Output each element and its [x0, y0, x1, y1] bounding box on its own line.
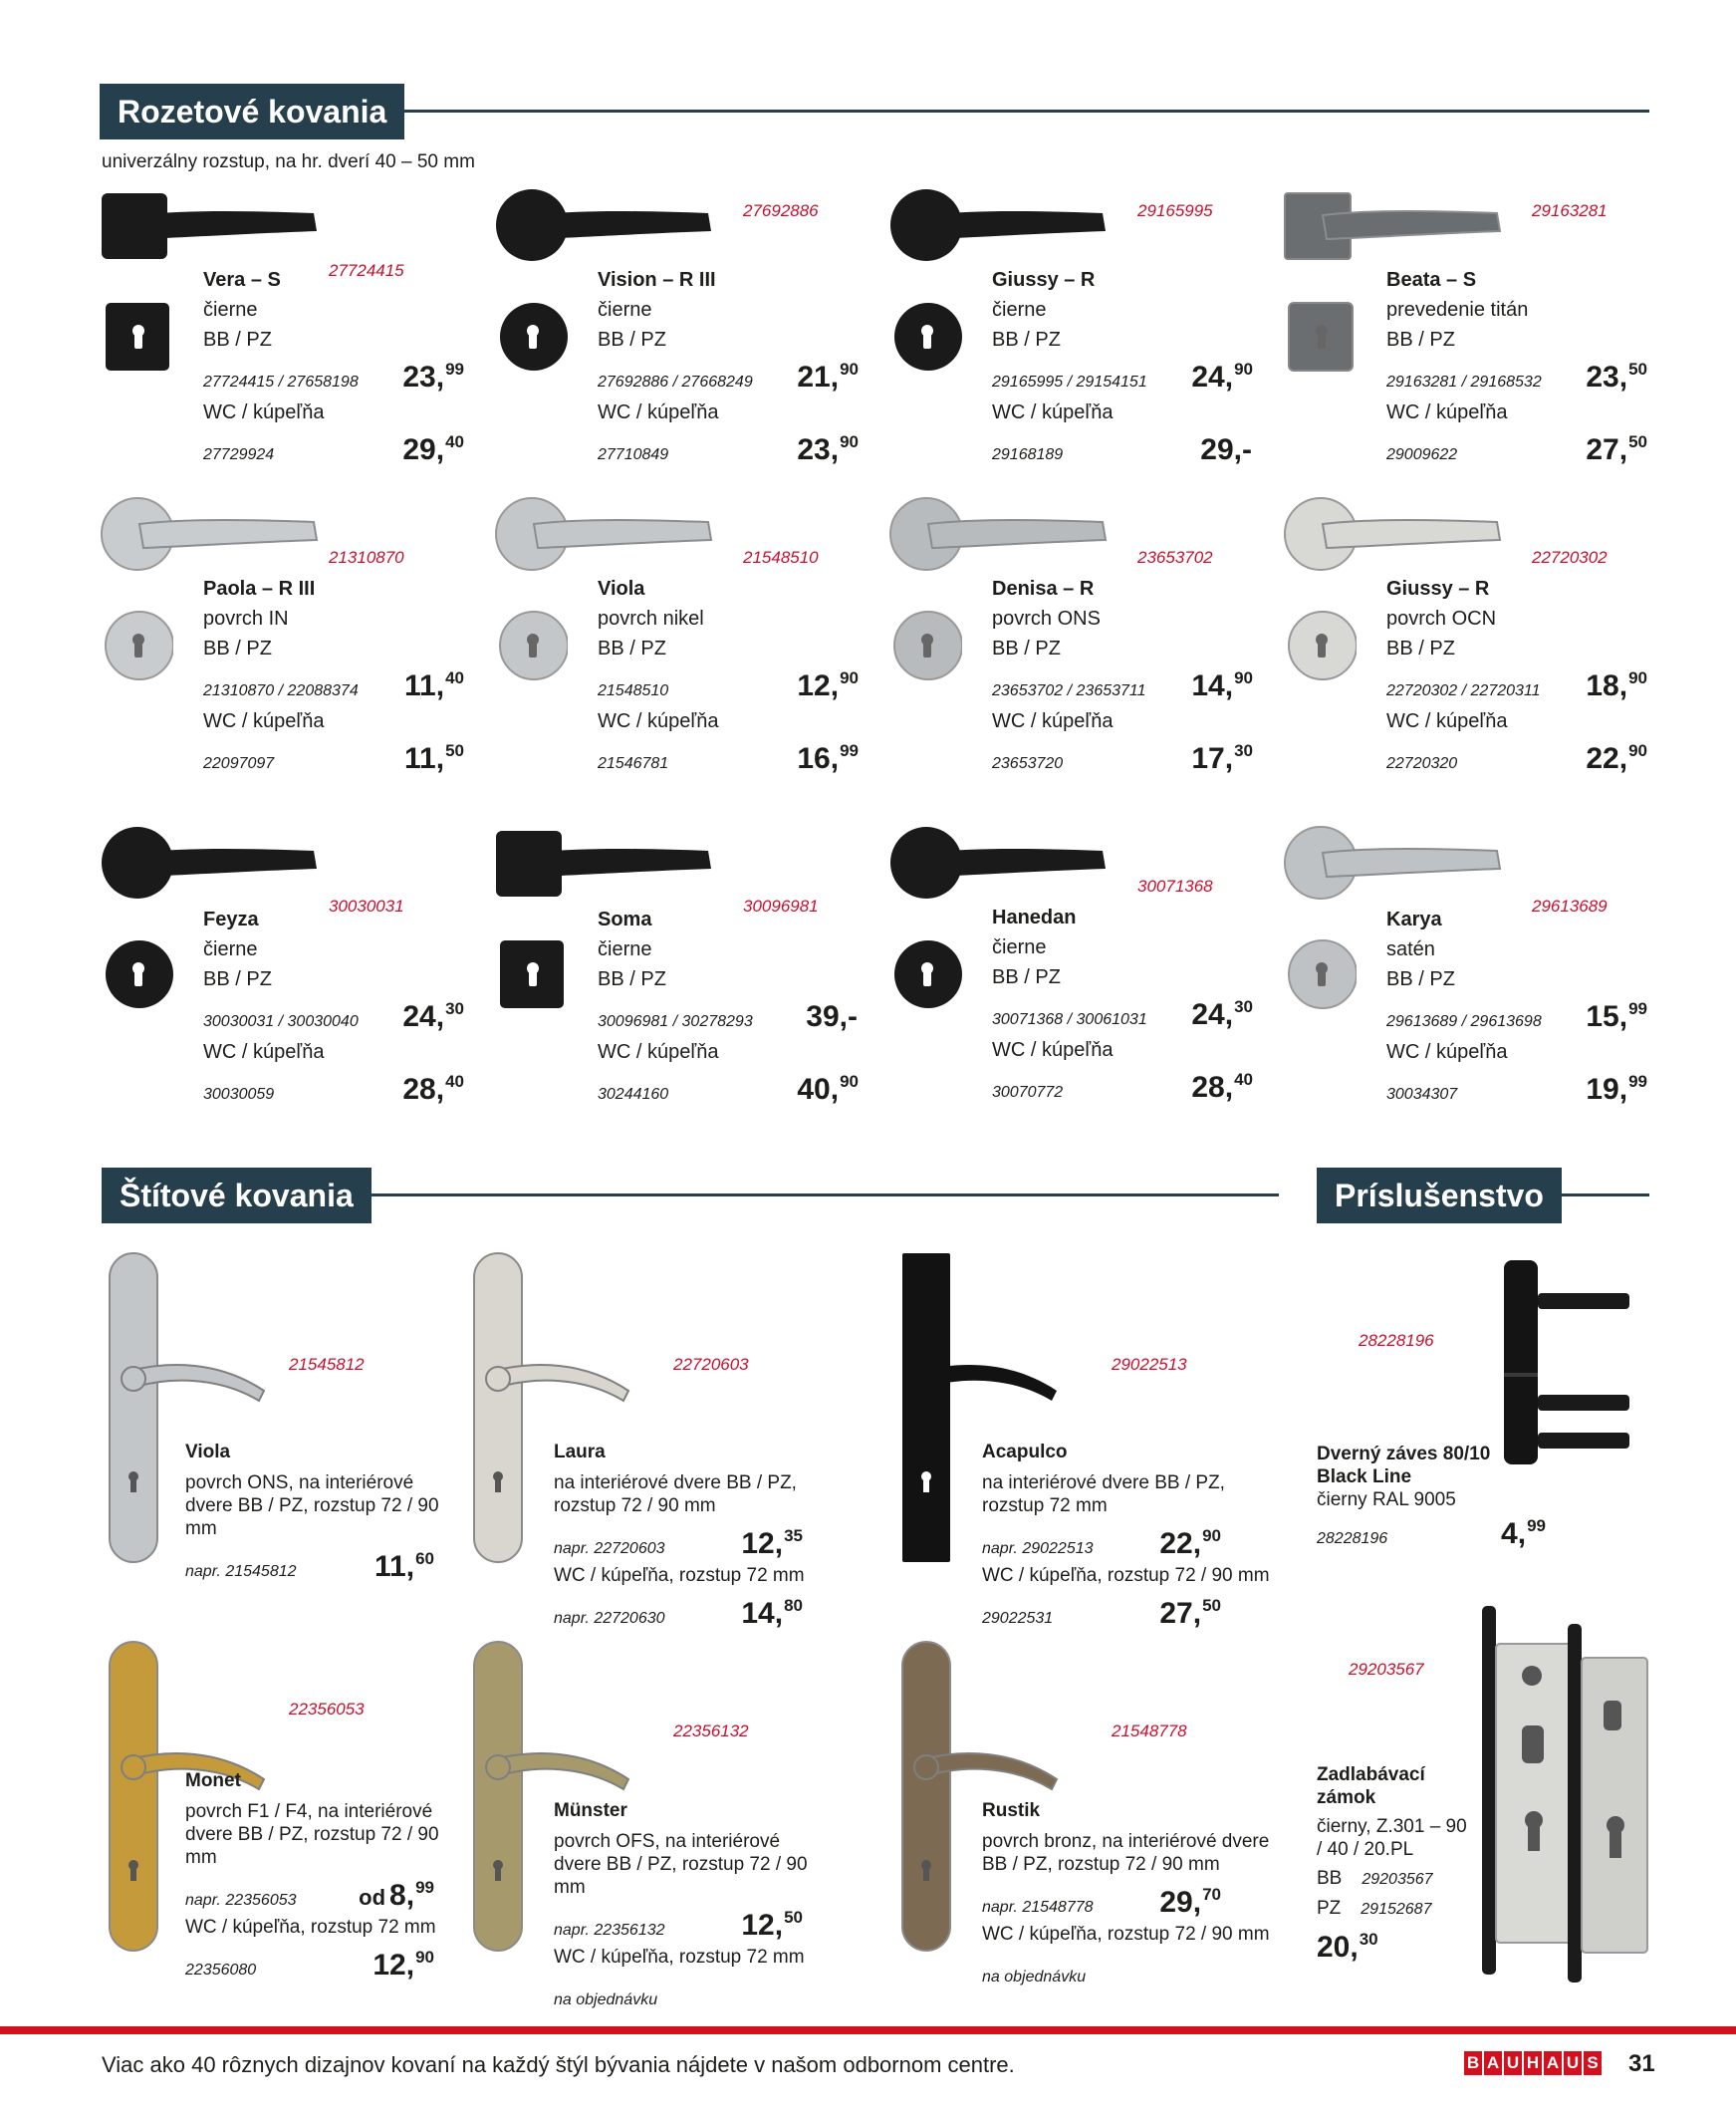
- variant-wc: WC / kúpeľňa: [1386, 1041, 1508, 1063]
- price: 24,90: [1191, 360, 1253, 394]
- product-code-label: 22720302: [1532, 548, 1608, 567]
- product-codes: 21310870 / 22088374: [203, 682, 359, 699]
- section-rule: [392, 110, 1649, 113]
- variant-wc: WC / kúpeľňa: [992, 710, 1114, 732]
- product-finish: čierne: [203, 299, 258, 321]
- product-codes: 27724415 / 27658198: [203, 374, 359, 391]
- handle-image: [100, 185, 329, 275]
- price: 23,99: [402, 360, 464, 394]
- product-desc: povrch ONS, na interiérové dvere BB / PZ, rozstup 72 / 90 mm: [185, 1472, 439, 1539]
- logo-letter: U: [1504, 2051, 1522, 2075]
- product-hinge[interactable]: [1315, 1245, 1653, 1574]
- product-name: Giussy – R: [1386, 578, 1490, 600]
- rosette-info: [203, 905, 464, 1110]
- product-name: Vision – R III: [598, 269, 716, 291]
- product-code-label: 30071368: [1137, 877, 1213, 896]
- variant-wc: WC / kúpeľňa: [598, 710, 719, 732]
- plate-info: [185, 1769, 444, 1985]
- product-code-label: 21310870: [329, 548, 404, 567]
- hinge-image: [1484, 1255, 1633, 1474]
- product-name: Viola: [185, 1442, 231, 1462]
- escutcheon-image: [892, 608, 962, 687]
- variant-wc: WC / kúpeľňa: [598, 1041, 719, 1063]
- product-name: Vera – S: [203, 269, 281, 291]
- logo-letter: S: [1584, 2051, 1602, 2075]
- product-code: 28228196: [1317, 1530, 1388, 1547]
- product-name: Hanedan: [992, 907, 1077, 928]
- product-code-label: 27692886: [743, 201, 819, 220]
- product-desc: povrch F1 / F4, na interiérové dvere BB / PZ, rozstup 72 / 90 mm: [185, 1801, 439, 1868]
- variant-bb: BB / PZ: [992, 638, 1061, 660]
- product-desc: na interiérové dvere BB / PZ, rozstup 72 / 90 mm: [554, 1472, 797, 1516]
- product-name: Rustik: [982, 1800, 1041, 1821]
- wc-code: 30034307: [1386, 1086, 1458, 1103]
- price: 14,90: [1191, 668, 1253, 702]
- wc-code: 30030059: [203, 1086, 275, 1103]
- product-plate[interactable]: [100, 1640, 458, 1998]
- product-code-label: 23653702: [1137, 548, 1213, 567]
- wc-price: 29,-: [1200, 433, 1252, 466]
- logo-letter: A: [1484, 2051, 1502, 2075]
- variant-bb: BB / PZ: [1386, 638, 1455, 660]
- section-title: Rozetové kovania: [100, 84, 404, 139]
- variant-label: BB: [1317, 1868, 1343, 1889]
- price: 12,50: [741, 1908, 803, 1942]
- price: 24,30: [402, 999, 464, 1033]
- rosette-info: [1386, 905, 1647, 1110]
- product-code-label: 29613689: [1532, 897, 1608, 916]
- price: 39,-: [806, 1000, 858, 1033]
- escutcheon-image: [1287, 608, 1357, 687]
- wc-code: 30070772: [992, 1084, 1064, 1101]
- wc-code: 29022531: [982, 1610, 1054, 1627]
- product-code-label: 30030031: [329, 897, 404, 916]
- product-code-label: 22356132: [673, 1721, 749, 1740]
- handle-image: [888, 823, 1117, 913]
- wc-price: 19,99: [1586, 1072, 1647, 1106]
- section-title: Príslušenstvo: [1317, 1168, 1562, 1223]
- escutcheon-image: [1287, 936, 1357, 1016]
- price: 15,99: [1586, 999, 1647, 1033]
- variant-label: PZ: [1317, 1898, 1342, 1919]
- wc-code: 23653720: [992, 755, 1064, 772]
- product-rosette[interactable]: [494, 817, 872, 1106]
- plate-info: [982, 1441, 1281, 1634]
- product-finish: satén: [1386, 938, 1435, 960]
- variant-bb: BB / PZ: [598, 329, 666, 351]
- wc-price: [802, 1973, 803, 2010]
- escutcheon-image: [892, 936, 962, 1016]
- product-codes: 29613689 / 29613698: [1386, 1013, 1542, 1030]
- variant-bb: BB / PZ: [1386, 329, 1455, 351]
- rosette-info: [992, 265, 1253, 470]
- lock-image: [1474, 1606, 1653, 1984]
- product-code-label: 21548510: [743, 548, 819, 567]
- wc-price: [1220, 1950, 1221, 1987]
- product-name: Münster: [554, 1800, 627, 1821]
- rosette-info: [203, 574, 464, 779]
- product-code: 29203567: [1362, 1871, 1433, 1888]
- product-finish: čierne: [203, 938, 258, 960]
- product-rosette[interactable]: [494, 179, 872, 466]
- wc-code: 27710849: [598, 446, 669, 463]
- wc-code: 22356080: [185, 1962, 257, 1979]
- product-name: Monet: [185, 1770, 241, 1791]
- product-finish: povrch IN: [203, 608, 289, 630]
- price: 4,99: [1501, 1516, 1546, 1550]
- product-name: Karya: [1386, 909, 1442, 930]
- rosette-info: [598, 574, 859, 779]
- escutcheon-image: [498, 936, 568, 1016]
- product-finish: čierne: [598, 299, 652, 321]
- wc-code: 22720320: [1386, 755, 1458, 772]
- product-rosette[interactable]: [888, 488, 1267, 775]
- product-codes: 22720302 / 22720311: [1386, 682, 1541, 699]
- price: 21,90: [797, 360, 859, 394]
- product-finish: povrch ONS: [992, 608, 1101, 630]
- lock-info: [1317, 1763, 1476, 1963]
- price: 20,30: [1317, 1930, 1378, 1964]
- product-finish: prevedenie titán: [1386, 299, 1529, 321]
- variant-bb: BB / PZ: [203, 968, 272, 990]
- product-lock[interactable]: [1315, 1594, 1653, 1992]
- variant-wc: WC / kúpeľňa: [598, 401, 719, 423]
- wc-price: 40,90: [797, 1072, 859, 1106]
- escutcheon-image: [498, 299, 568, 379]
- product-codes: 29163281 / 29168532: [1386, 374, 1542, 391]
- logo-letter: U: [1564, 2051, 1582, 2075]
- product-rosette[interactable]: [1283, 179, 1661, 466]
- product-plate[interactable]: [892, 1640, 1291, 1998]
- wc-price: 16,99: [797, 741, 859, 775]
- product-rosette[interactable]: [1283, 817, 1661, 1106]
- variant-wc: WC / kúpeľňa: [1386, 401, 1508, 423]
- price: 12,90: [797, 668, 859, 702]
- price: od 8,99: [359, 1878, 434, 1912]
- product-code-label: 29163281: [1532, 201, 1608, 220]
- section-header-rozetove: [100, 84, 404, 139]
- product-name: Feyza: [203, 909, 259, 930]
- product-code-label: 22356053: [289, 1700, 365, 1719]
- product-name: Paola – R III: [203, 578, 316, 600]
- handle-image: [494, 185, 723, 275]
- handle-image: [1283, 823, 1512, 913]
- rosette-info: [992, 903, 1253, 1108]
- variant-bb: BB / PZ: [1386, 968, 1455, 990]
- product-code-label: 27724415: [329, 261, 404, 280]
- price: 18,90: [1586, 668, 1647, 702]
- product-code-label: 21545812: [289, 1355, 365, 1374]
- escutcheon-image: [892, 299, 962, 379]
- escutcheon-image: [1287, 299, 1357, 379]
- price: 29,70: [1159, 1885, 1221, 1919]
- handle-image: [1283, 494, 1512, 584]
- wc-code: 29168189: [992, 446, 1064, 463]
- escutcheon-image: [104, 299, 173, 379]
- product-desc: povrch OFS, na interiérové dvere BB / PZ, rozstup 72 / 90 mm: [554, 1831, 808, 1898]
- product-plate[interactable]: [464, 1251, 823, 1630]
- logo-letter: H: [1524, 2051, 1542, 2075]
- escutcheon-image: [104, 936, 173, 1016]
- variant-bb: BB / PZ: [992, 329, 1061, 351]
- rosette-info: [598, 265, 859, 470]
- product-name: Dverný záves 80/10 Black Line: [1317, 1444, 1491, 1487]
- price: 22,90: [1159, 1526, 1221, 1560]
- product-code-label: 29203567: [1349, 1660, 1424, 1679]
- footer-bar: [0, 2026, 1736, 2034]
- product-name: Giussy – R: [992, 269, 1096, 291]
- wc-code: 27729924: [203, 446, 275, 463]
- price: 11,40: [404, 668, 464, 702]
- handle-image: [1283, 185, 1512, 275]
- product-code: napr. 22356053: [185, 1892, 297, 1909]
- rosette-info: [203, 265, 464, 470]
- section-title: Štítové kovania: [102, 1168, 372, 1223]
- product-code-label: 21548778: [1112, 1721, 1187, 1740]
- product-plate[interactable]: [892, 1251, 1291, 1630]
- product-finish: čierne: [992, 936, 1047, 958]
- product-rosette[interactable]: [1283, 488, 1661, 775]
- section-rule: [371, 1193, 1279, 1196]
- product-name: Soma: [598, 909, 652, 930]
- product-codes: 27692886 / 27668249: [598, 374, 753, 391]
- variant-bb: BB / PZ: [992, 966, 1061, 988]
- product-name: Beata – S: [1386, 269, 1477, 291]
- plate-info: [982, 1799, 1281, 1992]
- product-code: 29152687: [1361, 1901, 1432, 1918]
- footer-text: Viac ako 40 rôznych dizajnov kovaní na každý štýl bývania nájdete v našom odbornom centre.: [102, 2052, 1015, 2077]
- product-code-label: 22720603: [673, 1355, 749, 1374]
- variant-wc: WC / kúpeľňa: [203, 710, 325, 732]
- product-code: napr. 22720603: [554, 1540, 665, 1557]
- product-codes: 21548510: [598, 682, 669, 699]
- plate-info: [554, 1799, 813, 2015]
- wc-price: 14,80: [741, 1596, 803, 1630]
- product-rosette[interactable]: [888, 817, 1267, 1104]
- product-plate[interactable]: [464, 1640, 823, 2008]
- section-header-stitove: [102, 1168, 372, 1223]
- handle-image: [494, 494, 723, 584]
- escutcheon-image: [104, 608, 173, 687]
- product-codes: 30096981 / 30278293: [598, 1013, 753, 1030]
- product-rosette[interactable]: [100, 179, 478, 466]
- variant-wc: WC / kúpeľňa: [203, 401, 325, 423]
- rosette-info: [992, 574, 1253, 779]
- product-codes: 30071368 / 30061031: [992, 1011, 1147, 1028]
- wc-code: na objednávku: [554, 1991, 658, 2008]
- variant-wc: WC / kúpeľňa: [1386, 710, 1508, 732]
- wc-code: 21546781: [598, 755, 669, 772]
- wc-price: 12,90: [372, 1948, 434, 1982]
- page-number: 31: [1628, 2050, 1655, 2077]
- product-plate[interactable]: [100, 1251, 458, 1610]
- variant-wc: WC / kúpeľňa: [992, 401, 1114, 423]
- section-header-prislusenstvo: [1317, 1168, 1562, 1223]
- product-code-label: 29165995: [1137, 201, 1213, 220]
- logo-letter: B: [1464, 2051, 1482, 2075]
- price: 11,60: [374, 1549, 434, 1583]
- product-desc: na interiérové dvere BB / PZ, rozstup 72 mm: [982, 1472, 1225, 1516]
- product-codes: 30030031 / 30030040: [203, 1013, 359, 1030]
- product-rosette[interactable]: [494, 488, 872, 775]
- price: 24,30: [1191, 997, 1253, 1031]
- product-code-label: 29022513: [1112, 1355, 1187, 1374]
- product-code: napr. 22356132: [554, 1922, 665, 1939]
- wc-variant: WC / kúpeľňa, rozstup 72 mm: [185, 1917, 436, 1938]
- rosette-info: [1386, 265, 1647, 470]
- wc-price: 29,40: [402, 432, 464, 466]
- handle-image: [100, 823, 329, 913]
- escutcheon-image: [498, 608, 568, 687]
- rosette-info: [1386, 574, 1647, 779]
- wc-code: napr. 22720630: [554, 1610, 665, 1627]
- wc-variant: WC / kúpeľňa, rozstup 72 / 90 mm: [982, 1565, 1270, 1586]
- product-codes: 29165995 / 29154151: [992, 374, 1147, 391]
- product-finish: povrch OCN: [1386, 608, 1497, 630]
- product-rosette[interactable]: [888, 179, 1267, 466]
- product-codes: 23653702 / 23653711: [992, 682, 1146, 699]
- variant-bb: BB / PZ: [203, 329, 272, 351]
- product-code: napr. 21545812: [185, 1563, 297, 1580]
- wc-code: 22097097: [203, 755, 275, 772]
- product-rosette[interactable]: [100, 817, 478, 1106]
- handle-image: [100, 494, 329, 584]
- plate-info: [185, 1441, 444, 1629]
- product-name: Zadlabávací zámok: [1317, 1764, 1425, 1808]
- wc-price: 17,30: [1191, 741, 1253, 775]
- product-desc: čierny RAL 9005: [1317, 1489, 1456, 1510]
- handle-image: [494, 823, 723, 913]
- variant-bb: BB / PZ: [598, 968, 666, 990]
- wc-variant: WC / kúpeľňa, rozstup 72 mm: [554, 1565, 805, 1586]
- wc-price: 28,40: [1191, 1070, 1253, 1104]
- product-name: Acapulco: [982, 1442, 1068, 1462]
- product-desc: povrch bronz, na interiérové dvere BB / PZ, rozstup 72 / 90 mm: [982, 1831, 1270, 1875]
- wc-variant: WC / kúpeľňa, rozstup 72 mm: [554, 1947, 805, 1968]
- variant-bb: BB / PZ: [598, 638, 666, 660]
- logo-letter: A: [1544, 2051, 1562, 2075]
- hinge-info: [1317, 1443, 1546, 1554]
- product-code-label: 28228196: [1359, 1331, 1434, 1350]
- product-name: Laura: [554, 1442, 606, 1462]
- wc-price: 27,50: [1159, 1596, 1221, 1630]
- product-desc: čierny, Z.301 – 90 / 40 / 20.PL: [1317, 1816, 1467, 1860]
- section-rule: [1552, 1193, 1649, 1196]
- variant-wc: WC / kúpeľňa: [203, 1041, 325, 1063]
- price: 23,50: [1586, 360, 1647, 394]
- product-code: napr. 29022513: [982, 1540, 1094, 1557]
- variant-wc: WC / kúpeľňa: [992, 1039, 1114, 1061]
- wc-price: [433, 1591, 434, 1629]
- wc-code: 30244160: [598, 1086, 669, 1103]
- price: 12,35: [741, 1526, 803, 1560]
- product-finish: povrch nikel: [598, 608, 704, 630]
- plate-info: [554, 1441, 813, 1634]
- rosette-info: [598, 905, 859, 1110]
- bauhaus-logo: [1464, 2051, 1602, 2075]
- section-subtitle: univerzálny rozstup, na hr. dverí 40 – 50 mm: [102, 151, 475, 172]
- variant-bb: BB / PZ: [203, 638, 272, 660]
- product-finish: čierne: [992, 299, 1047, 321]
- product-finish: čierne: [598, 938, 652, 960]
- product-rosette[interactable]: [100, 488, 478, 775]
- wc-price: 27,50: [1586, 432, 1647, 466]
- wc-price: 28,40: [402, 1072, 464, 1106]
- product-code: napr. 21548778: [982, 1899, 1094, 1916]
- wc-variant: WC / kúpeľňa, rozstup 72 / 90 mm: [982, 1924, 1270, 1945]
- product-name: Denisa – R: [992, 578, 1095, 600]
- product-name: Viola: [598, 578, 645, 600]
- wc-price: 11,50: [404, 741, 464, 775]
- wc-code: na objednávku: [982, 1969, 1087, 1985]
- product-code-label: 30096981: [743, 897, 819, 916]
- wc-price: 23,90: [797, 432, 859, 466]
- handle-image: [888, 185, 1117, 275]
- handle-image: [888, 494, 1117, 584]
- wc-code: 29009622: [1386, 446, 1458, 463]
- wc-price: 22,90: [1586, 741, 1647, 775]
